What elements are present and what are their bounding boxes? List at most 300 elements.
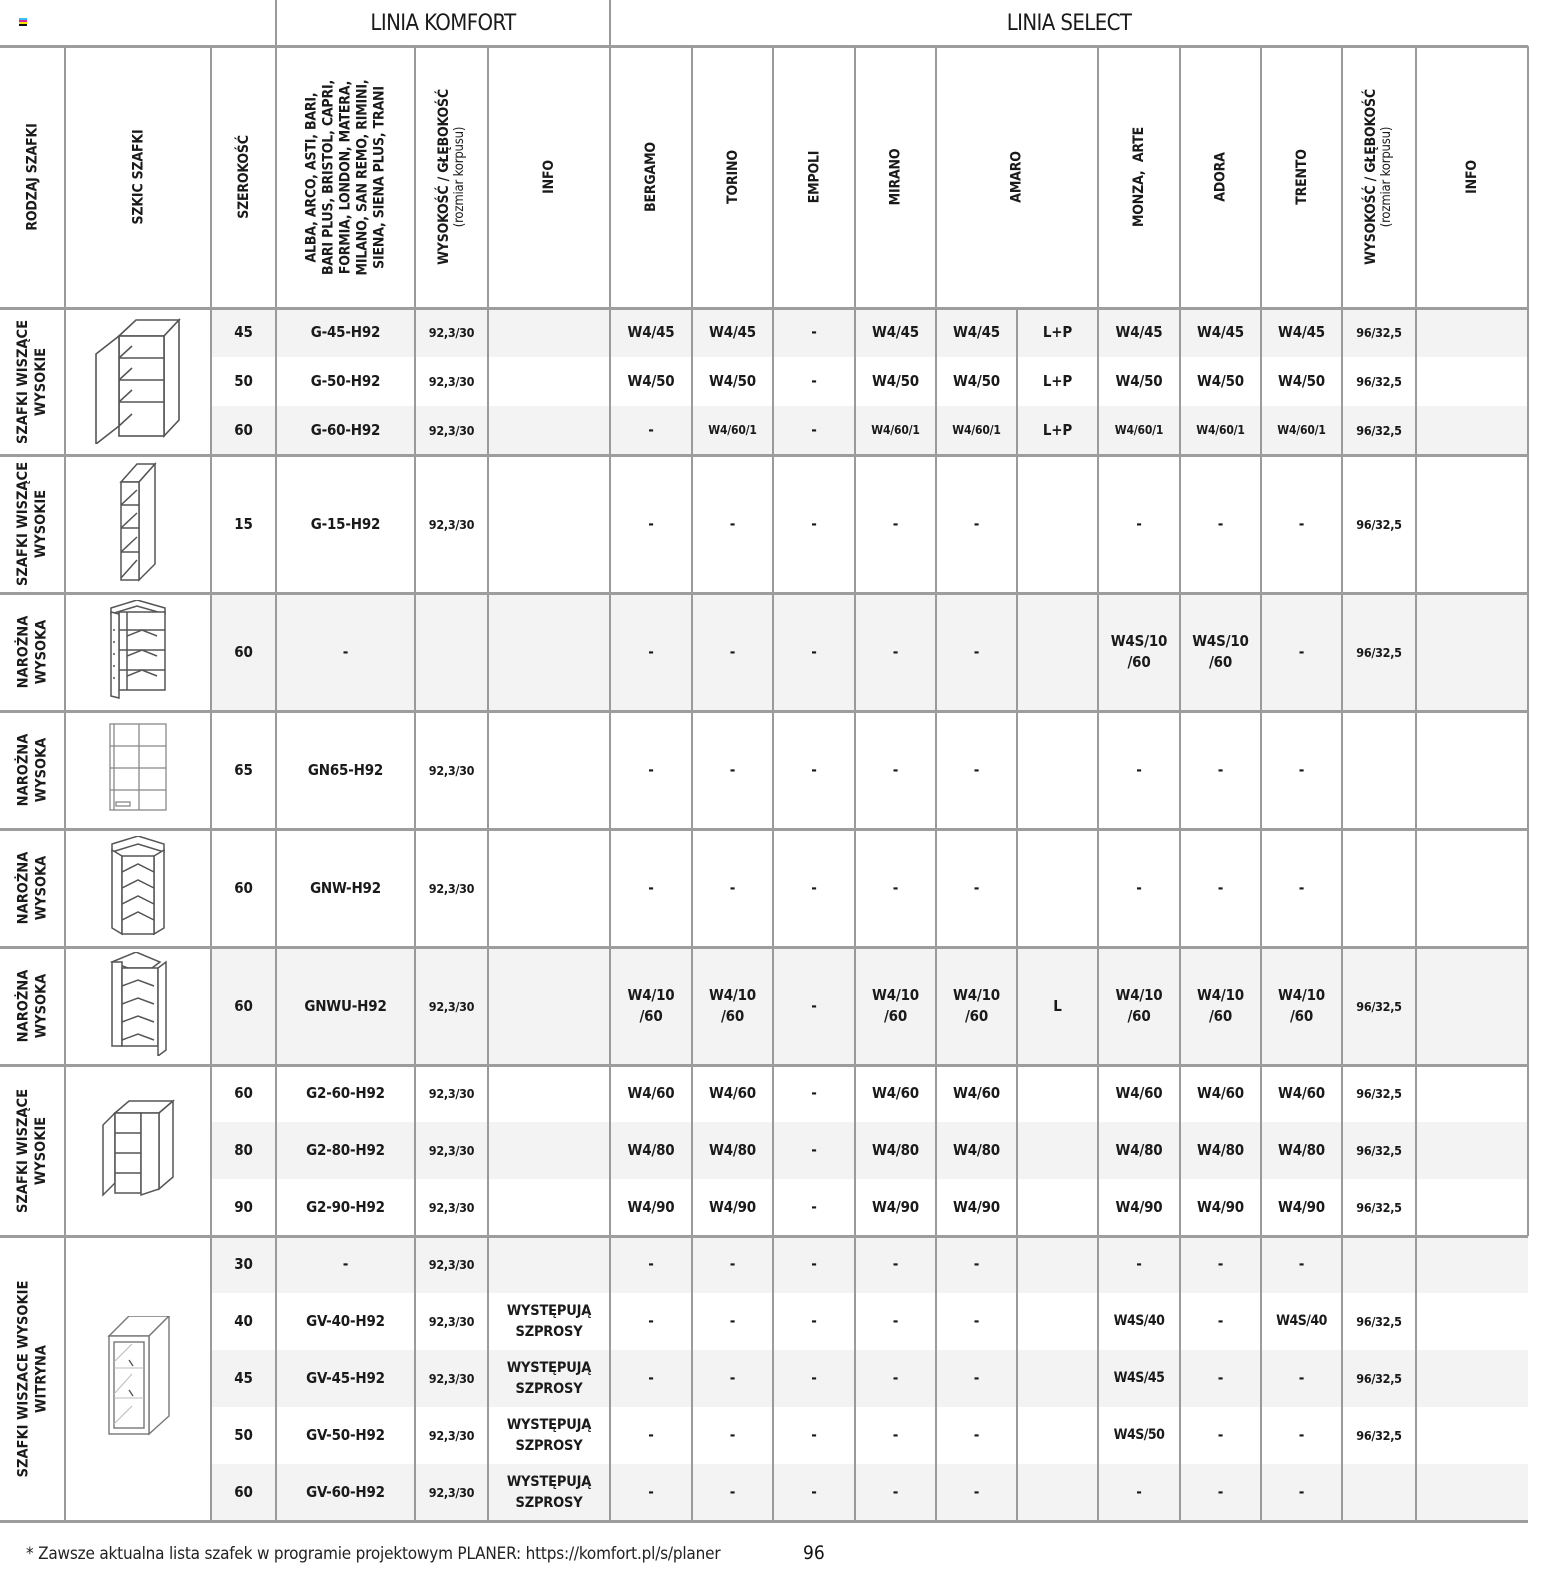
select-info <box>1416 593 1528 711</box>
select-monza-arte-code: W4/80 <box>1115 1141 1163 1159</box>
select-monza-arte-code: W4S/45 <box>1113 1370 1165 1386</box>
select-amaro-variant-code <box>1017 1407 1098 1464</box>
select-amaro-variant-code: L <box>1053 996 1062 1015</box>
cabinet-type-text <box>15 1088 51 1212</box>
select-size <box>1342 829 1416 947</box>
select-amaro-variant-code <box>1017 455 1098 593</box>
select-mirano-code: W4/80 <box>872 1141 919 1159</box>
select-torino-code: W4/60/1 <box>708 423 757 437</box>
select-monza-arte-code: W4/90 <box>1115 1198 1163 1216</box>
header-select-size: WYSOKOŚĆ / GŁĘBOKOŚĆ (rozmiar korpusu) <box>1363 89 1395 265</box>
grid-vline <box>64 46 66 1521</box>
page-number: 96 <box>803 1542 825 1564</box>
komfort-info: WYSTĘPUJĄ SZPROSY <box>506 1302 592 1340</box>
komfort-info: WYSTĘPUJĄ SZPROSY <box>506 1416 592 1454</box>
header-select-adora: ADORA <box>1212 152 1229 202</box>
komfort-code: GV-50-H92 <box>306 1426 385 1444</box>
komfort-info <box>488 711 610 829</box>
width-value: 80 <box>234 1141 253 1159</box>
select-amaro-variant-code <box>1017 1236 1098 1293</box>
select-torino-code: - <box>729 878 736 897</box>
select-adora-code: W4/80 <box>1197 1141 1244 1159</box>
select-mirano-code: W4/60 <box>872 1084 919 1102</box>
select-monza-arte-code: W4S/50 <box>1113 1427 1165 1443</box>
cabinet-type-line: SZAFKI WISZĄCE <box>15 1088 32 1213</box>
komfort-info <box>488 357 610 406</box>
cabinet-type-line: WYSOKA <box>33 737 50 803</box>
footer-note: * Zawsze aktualna lista szafek w programie projektowym PLANER: https://komfort.pl/s/planer <box>26 1544 721 1564</box>
select-size: 96/32,5 <box>1356 374 1402 389</box>
select-info <box>1416 711 1528 829</box>
narrow-open-shelf-icon <box>117 460 161 588</box>
select-mirano-code: W4/10 /60 <box>872 986 919 1025</box>
glass-display-cabinet-icon <box>107 1316 171 1442</box>
select-amaro-code: - <box>973 514 980 533</box>
select-empoli-code: - <box>811 421 817 439</box>
select-trento-code: W4S/40 <box>1276 1313 1327 1329</box>
select-monza-arte-code: - <box>1136 760 1142 779</box>
select-trento-code: - <box>1298 1483 1305 1501</box>
select-empoli-code: - <box>811 1255 817 1273</box>
cabinet-sketch-corner-cabinet-door-right <box>67 947 211 1065</box>
cabinet-type-line: WITRYNA <box>33 1344 50 1413</box>
width-value: 65 <box>234 760 253 779</box>
select-info <box>1416 1293 1528 1350</box>
select-info <box>1416 829 1528 947</box>
grid-vline <box>487 46 489 1521</box>
grid-vline <box>691 46 693 1521</box>
color-bar-icon <box>19 18 27 26</box>
select-trento-code: - <box>1298 760 1305 779</box>
grid-hline <box>0 828 1528 831</box>
select-adora-code: - <box>1217 1312 1224 1330</box>
select-trento-code: W4/60/1 <box>1277 423 1326 437</box>
select-bergamo-code: - <box>648 642 654 661</box>
komfort-code: GNW-H92 <box>310 878 381 897</box>
select-adora-code: - <box>1217 1255 1224 1273</box>
cabinet-type-text <box>15 616 51 689</box>
select-bergamo-code: - <box>648 760 654 779</box>
line-title-komfort: LINIA KOMFORT <box>370 10 516 36</box>
select-amaro-code: - <box>973 642 980 661</box>
select-amaro-variant-code <box>1017 1350 1098 1407</box>
select-amaro-variant-code <box>1017 1293 1098 1350</box>
select-torino-code: - <box>729 1255 736 1273</box>
select-empoli-code: - <box>811 1369 817 1387</box>
select-mirano-code: W4/60/1 <box>871 423 920 437</box>
cabinet-type-label <box>0 947 65 1065</box>
select-trento-code: W4/50 <box>1278 372 1325 390</box>
select-torino-code: W4/50 <box>709 372 756 390</box>
width-value: 15 <box>234 514 253 533</box>
komfort-info <box>488 947 610 1065</box>
grid-hline <box>0 946 1528 949</box>
select-mirano-code: - <box>892 878 899 897</box>
header-komfort-info: INFO <box>541 160 557 194</box>
cabinet-type-text <box>15 852 51 925</box>
select-amaro-code: W4/60 <box>953 1084 1000 1102</box>
cabinet-type-label <box>0 308 65 455</box>
cabinet-type-line: WYSOKA <box>33 619 50 685</box>
komfort-size: 92,3/30 <box>428 1314 475 1329</box>
select-monza-arte-code: - <box>1136 1483 1142 1501</box>
select-empoli-code: - <box>811 1198 817 1216</box>
select-amaro-code: - <box>973 1483 980 1501</box>
header-select-trento: TRENTO <box>1293 149 1310 205</box>
select-info <box>1416 1236 1528 1293</box>
select-adora-code: W4S/10 /60 <box>1192 632 1249 671</box>
select-mirano-code: W4/50 <box>872 372 919 390</box>
select-info <box>1416 455 1528 593</box>
grid-vline <box>1179 46 1181 1521</box>
select-size <box>1342 1464 1416 1521</box>
cabinet-sketch-wall-cabinet-open-door <box>67 308 211 455</box>
cabinet-type-label <box>0 829 65 947</box>
select-empoli-code: - <box>811 372 817 390</box>
header-select-monza-arte: MONZA, ARTE <box>1131 126 1147 228</box>
select-empoli-code: - <box>811 323 817 341</box>
select-monza-arte-code: W4/60 <box>1115 1084 1163 1102</box>
select-info <box>1416 1407 1528 1464</box>
cabinet-sketch-narrow-open-shelf <box>67 455 211 593</box>
select-mirano-code: W4/45 <box>872 323 919 341</box>
select-size: 96/32,5 <box>1356 1086 1402 1101</box>
select-adora-code: - <box>1217 514 1224 533</box>
select-adora-code: W4/45 <box>1197 323 1244 341</box>
select-adora-code: W4/90 <box>1197 1198 1244 1216</box>
select-amaro-code: W4/50 <box>953 372 1000 390</box>
cabinet-type-line: NAROŻNA <box>15 615 32 689</box>
select-torino-code: - <box>729 1369 736 1387</box>
select-monza-arte-code: W4S/40 <box>1113 1313 1165 1329</box>
header-select-torino: TORINO <box>724 150 741 204</box>
cabinet-type-text <box>15 734 51 807</box>
width-value: 60 <box>234 878 253 897</box>
header-szerokosc: SZEROKOŚĆ <box>235 135 252 219</box>
select-size: 96/32,5 <box>1356 998 1402 1014</box>
komfort-code: G-15-H92 <box>310 514 381 533</box>
select-adora-code: - <box>1217 878 1224 897</box>
komfort-code: GV-45-H92 <box>306 1369 385 1387</box>
select-amaro-variant-code <box>1017 593 1098 711</box>
komfort-size: 92,3/30 <box>428 998 475 1014</box>
komfort-code: - <box>342 642 349 661</box>
select-mirano-code: - <box>892 1255 899 1273</box>
cabinet-type-line: SZAFKI WISZACE WYSOKIE <box>15 1280 32 1477</box>
select-size: 96/32,5 <box>1356 1200 1402 1215</box>
grid-hline <box>0 1064 1528 1067</box>
select-mirano-code: - <box>892 1483 899 1501</box>
komfort-size: 92,3/30 <box>428 1143 475 1158</box>
cabinet-type-text <box>15 1280 51 1477</box>
select-size: 96/32,5 <box>1356 1314 1402 1329</box>
width-value: 45 <box>234 323 253 341</box>
corner-cabinet-door-right-icon <box>108 952 170 1060</box>
select-trento-code: W4/10 /60 <box>1278 986 1325 1025</box>
select-empoli-code: - <box>811 1426 817 1444</box>
width-value: 60 <box>234 421 253 439</box>
select-trento-code: - <box>1298 878 1305 897</box>
select-empoli-code: - <box>811 514 817 533</box>
select-bergamo-code: - <box>648 1426 654 1444</box>
komfort-size: 92,3/30 <box>428 1200 475 1215</box>
select-trento-code: - <box>1298 1369 1305 1387</box>
komfort-code: G2-80-H92 <box>306 1141 385 1159</box>
select-torino-code: W4/10 /60 <box>709 986 756 1025</box>
select-bergamo-code: - <box>648 878 654 897</box>
select-size <box>1342 1236 1416 1293</box>
header-select-mirano: MIRANO <box>887 148 904 206</box>
grid-vline <box>1097 46 1099 1521</box>
select-amaro-code: W4/80 <box>953 1141 1000 1159</box>
select-mirano-code: - <box>892 760 899 779</box>
komfort-size: 92,3/30 <box>428 1257 475 1272</box>
select-adora-code: - <box>1217 1426 1224 1444</box>
header-komfort-size: WYSOKOŚĆ / GŁĘBOKOŚĆ (rozmiar korpusu) <box>435 89 467 265</box>
select-bergamo-code: - <box>648 1483 654 1501</box>
select-adora-code: - <box>1217 1483 1224 1501</box>
komfort-size: 92,3/30 <box>428 516 475 532</box>
select-torino-code: W4/60 <box>709 1084 756 1102</box>
select-amaro-code: W4/60/1 <box>952 423 1001 437</box>
select-size: 96/32,5 <box>1356 325 1402 340</box>
komfort-info <box>488 1065 610 1122</box>
cabinet-sketch-corner-cabinet-open <box>67 829 211 947</box>
select-info <box>1416 1122 1528 1179</box>
select-amaro-code: - <box>973 760 980 779</box>
komfort-info: WYSTĘPUJĄ SZPROSY <box>506 1473 592 1511</box>
select-bergamo-code: - <box>648 421 654 439</box>
width-value: 30 <box>234 1255 253 1273</box>
select-torino-code: - <box>729 642 736 661</box>
select-mirano-code: W4/90 <box>872 1198 919 1216</box>
komfort-size: 92,3/30 <box>428 880 475 896</box>
komfort-size: 92,3/30 <box>428 1485 475 1500</box>
select-amaro-code: - <box>973 1369 980 1387</box>
grid-vline <box>1415 46 1417 1521</box>
select-amaro-variant-code <box>1017 711 1098 829</box>
select-size: 96/32,5 <box>1356 516 1402 532</box>
width-value: 60 <box>234 642 253 661</box>
select-trento-code: W4/60 <box>1278 1084 1325 1102</box>
komfort-size: 92,3/30 <box>428 325 475 340</box>
select-amaro-code: - <box>973 1312 980 1330</box>
cabinet-type-line: WYSOKA <box>33 855 50 921</box>
select-trento-code: W4/90 <box>1278 1198 1325 1216</box>
select-amaro-code: - <box>973 1426 980 1444</box>
wall-cabinet-open-door-icon <box>94 316 184 448</box>
cabinet-type-line: NAROŻNA <box>15 733 32 807</box>
header-rodzaj: RODZAJ SZAFKI <box>24 123 41 231</box>
select-monza-arte-code: W4/10 /60 <box>1115 986 1163 1025</box>
width-value: 60 <box>234 1483 253 1501</box>
komfort-info <box>488 1236 610 1293</box>
komfort-info: WYSTĘPUJĄ SZPROSY <box>506 1359 592 1397</box>
cabinet-type-line: NAROŻNA <box>15 851 32 925</box>
select-monza-arte-code: W4S/10 /60 <box>1110 632 1168 671</box>
select-empoli-code: - <box>811 878 817 897</box>
select-bergamo-code: W4/80 <box>627 1141 675 1159</box>
select-bergamo-code: W4/45 <box>627 323 675 341</box>
select-adora-code: W4/60 <box>1197 1084 1244 1102</box>
select-amaro-variant-code <box>1017 1122 1098 1179</box>
komfort-code: G2-90-H92 <box>306 1198 385 1216</box>
cabinet-type-line: NAROŻNA <box>15 969 32 1043</box>
select-amaro-variant-code <box>1017 1065 1098 1122</box>
select-empoli-code: - <box>811 642 817 661</box>
cabinet-type-text <box>15 319 51 443</box>
header-select-amaro: AMARO <box>1008 151 1025 203</box>
select-bergamo-code: W4/50 <box>627 372 675 390</box>
grid-vline <box>414 46 416 1521</box>
select-bergamo-code: - <box>648 1312 654 1330</box>
select-info <box>1416 406 1528 455</box>
select-adora-code: - <box>1217 1369 1224 1387</box>
header-select-info: INFO <box>1464 160 1480 194</box>
select-monza-arte-code: - <box>1136 514 1142 533</box>
select-mirano-code: - <box>892 642 899 661</box>
komfort-info <box>488 593 610 711</box>
komfort-size: 92,3/30 <box>428 1086 475 1101</box>
header-select-empoli: EMPOLI <box>806 150 822 204</box>
select-monza-arte-code: W4/45 <box>1115 323 1163 341</box>
width-value: 90 <box>234 1198 253 1216</box>
corner-cabinet-open-door-icon <box>107 600 171 704</box>
select-empoli-code: - <box>811 1312 817 1330</box>
select-empoli-code: - <box>811 1141 817 1159</box>
cabinet-type-line: WYSOKIE <box>33 1116 50 1185</box>
select-amaro-code: - <box>973 878 980 897</box>
select-size <box>1342 711 1416 829</box>
select-size: 96/32,5 <box>1356 644 1402 660</box>
select-amaro-variant-code <box>1017 829 1098 947</box>
select-amaro-code: - <box>973 1255 980 1273</box>
cabinet-sketch-corner-cabinet-open-door <box>67 593 211 711</box>
grid-vline <box>275 0 277 1521</box>
cabinet-sketch-double-door-cabinet <box>67 1065 211 1236</box>
cabinet-type-line: SZAFKI WISZĄCE <box>15 461 32 587</box>
select-monza-arte-code: W4/60/1 <box>1114 423 1164 437</box>
cabinet-type-line: SZAFKI WISZĄCE <box>15 319 32 444</box>
select-adora-code: - <box>1217 760 1224 779</box>
komfort-size: 92,3/30 <box>428 1428 475 1443</box>
select-size: 96/32,5 <box>1356 1428 1402 1443</box>
cabinet-type-text <box>15 970 51 1043</box>
select-trento-code: - <box>1298 514 1305 533</box>
width-value: 40 <box>234 1312 253 1330</box>
komfort-size: 92,3/30 <box>428 374 475 389</box>
grid-vline <box>1016 308 1018 1521</box>
select-amaro-variant-code: L+P <box>1042 323 1073 341</box>
select-adora-code: W4/50 <box>1197 372 1244 390</box>
select-info <box>1416 357 1528 406</box>
komfort-info <box>488 455 610 593</box>
cabinet-sketch-glass-display-cabinet <box>67 1236 211 1521</box>
select-bergamo-code: W4/60 <box>627 1084 675 1102</box>
komfort-info <box>488 1122 610 1179</box>
komfort-code: GN65-H92 <box>307 760 384 779</box>
cabinet-type-text <box>15 462 51 586</box>
select-amaro-variant-code: L+P <box>1042 421 1073 439</box>
select-mirano-code: - <box>892 1369 899 1387</box>
select-mirano-code: - <box>892 1426 899 1444</box>
komfort-code: G-60-H92 <box>310 421 381 439</box>
select-torino-code: - <box>729 1312 736 1330</box>
komfort-info <box>488 406 610 455</box>
komfort-size: 92,3/30 <box>428 423 475 438</box>
select-info <box>1416 1179 1528 1236</box>
cabinet-type-label <box>0 1065 65 1236</box>
komfort-info <box>488 829 610 947</box>
select-size: 96/32,5 <box>1356 1371 1402 1386</box>
select-adora-code: W4/10 /60 <box>1197 986 1244 1025</box>
header-select-bergamo: BERGAMO <box>643 142 659 212</box>
select-amaro-code: W4/45 <box>953 323 1000 341</box>
line-title-select: LINIA SELECT <box>1006 10 1132 36</box>
select-bergamo-code: W4/10 /60 <box>627 986 675 1025</box>
width-value: 60 <box>234 996 253 1015</box>
select-info <box>1416 947 1528 1065</box>
komfort-info <box>488 1179 610 1236</box>
select-empoli-code: - <box>811 996 817 1015</box>
select-mirano-code: - <box>892 1312 899 1330</box>
select-torino-code: - <box>729 1483 736 1501</box>
select-adora-code: W4/60/1 <box>1196 423 1245 437</box>
select-info <box>1416 1065 1528 1122</box>
select-info <box>1416 308 1528 357</box>
komfort-code: - <box>342 1255 349 1273</box>
cabinet-type-line: WYSOKA <box>33 973 50 1039</box>
grid-vline <box>1527 46 1529 1236</box>
corner-cabinet-open-icon <box>108 836 170 940</box>
select-mirano-code: - <box>892 514 899 533</box>
cabinet-type-line: WYSOKIE <box>33 489 50 559</box>
select-torino-code: W4/80 <box>709 1141 756 1159</box>
cabinet-type-label <box>0 711 65 829</box>
komfort-info <box>488 308 610 357</box>
header-komfort-models: ALBA, ARCO, ASTI, BARI, BARI PLUS, BRISTOL, CAPRI, FORMIA, LONDON, MATERA, MILANO, SAN REMO, RIMINI, SIENA, SIENA PLUS, TRANI <box>303 79 387 275</box>
cabinet-type-label <box>0 593 65 711</box>
komfort-code: GNWU-H92 <box>304 996 387 1015</box>
width-value: 45 <box>234 1369 253 1387</box>
grid-hline <box>0 454 1528 457</box>
cabinet-type-label <box>0 455 65 593</box>
komfort-size: 92,3/30 <box>428 1371 475 1386</box>
grid-vline <box>1260 46 1262 1521</box>
cabinet-type-label <box>0 1236 65 1521</box>
komfort-size: 92,3/30 <box>428 762 475 778</box>
select-monza-arte-code: W4/50 <box>1115 372 1163 390</box>
komfort-code: G-50-H92 <box>310 372 381 390</box>
select-bergamo-code: - <box>648 1255 654 1273</box>
select-amaro-code: W4/10 /60 <box>953 986 1000 1025</box>
komfort-code: GV-60-H92 <box>306 1483 385 1501</box>
select-trento-code: - <box>1298 642 1305 661</box>
width-value: 50 <box>234 372 253 390</box>
grid-vline <box>609 0 611 1521</box>
select-bergamo-code: - <box>648 514 654 533</box>
corner-cabinet-flat-icon <box>106 720 172 820</box>
grid-vline <box>772 46 774 1521</box>
grid-vline <box>935 46 937 1521</box>
grid-vline <box>1341 46 1343 1521</box>
select-amaro-variant-code: L+P <box>1042 372 1073 390</box>
select-bergamo-code: - <box>648 1369 654 1387</box>
komfort-code: GV-40-H92 <box>306 1312 385 1330</box>
select-info <box>1416 1350 1528 1407</box>
grid-hline <box>0 710 1528 713</box>
grid-hline <box>0 592 1528 595</box>
